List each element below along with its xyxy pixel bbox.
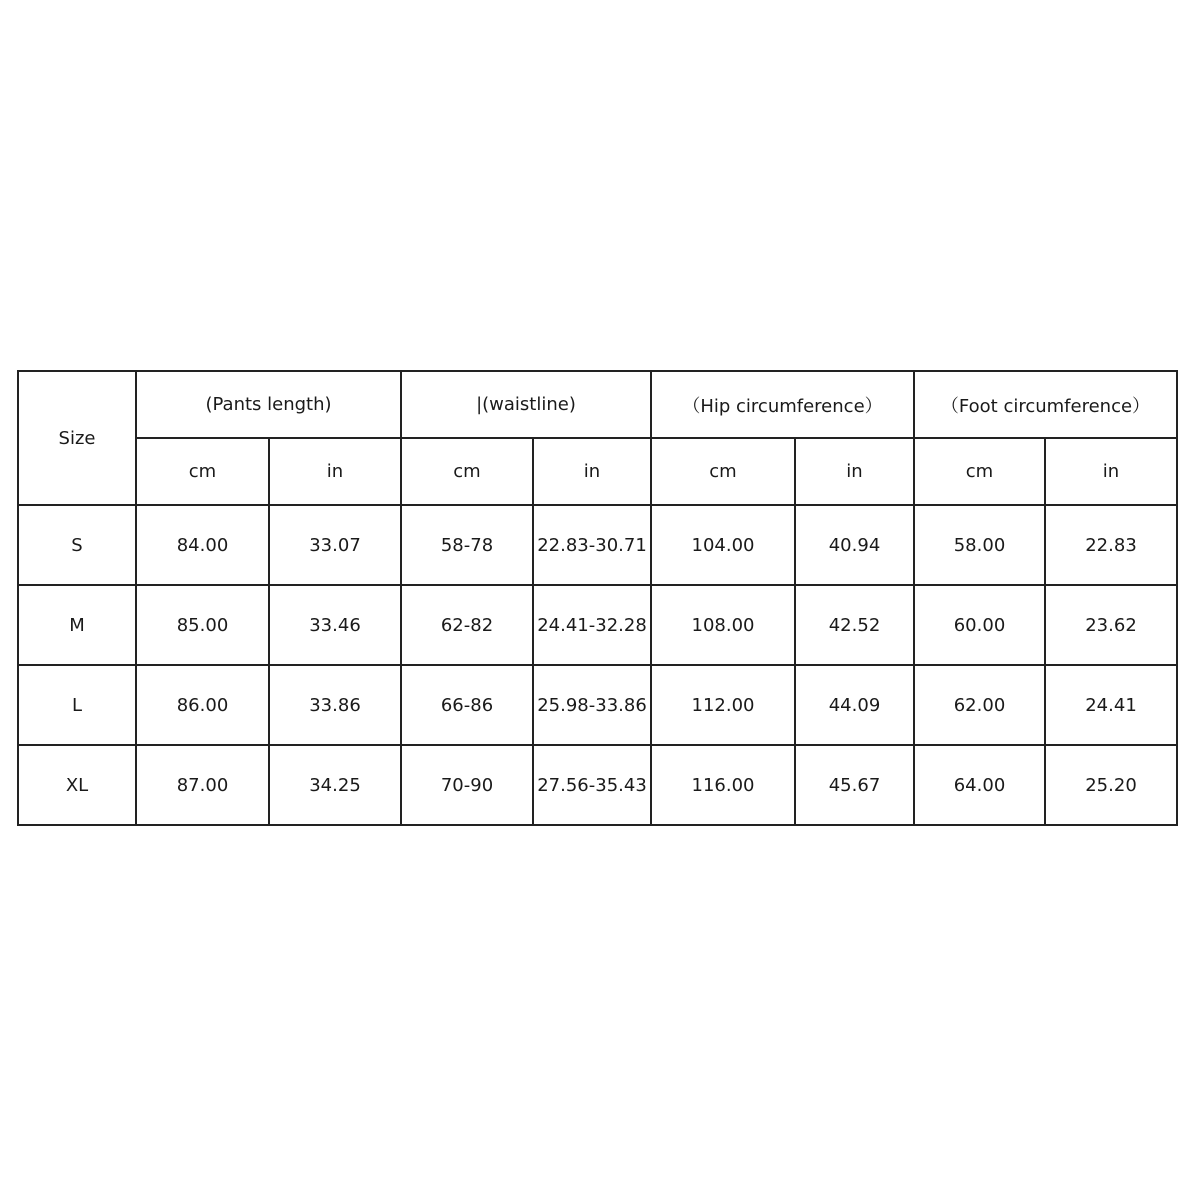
unit-header: in: [269, 438, 401, 505]
table-cell: 58-78: [401, 505, 533, 585]
group-header-row: [18, 371, 1177, 438]
table-cell: 60.00: [914, 585, 1045, 665]
table-cell: 108.00: [651, 585, 795, 665]
unit-header: in: [795, 438, 914, 505]
table-cell: 116.00: [651, 745, 795, 825]
table-cell: 64.00: [914, 745, 1045, 825]
table-row: [18, 745, 1177, 825]
size-cell: L: [18, 665, 136, 745]
table-cell: 27.56-35.43: [533, 745, 651, 825]
table-cell: 70-90: [401, 745, 533, 825]
size-cell: S: [18, 505, 136, 585]
table-cell: 66-86: [401, 665, 533, 745]
unit-header-row: [18, 438, 1177, 505]
table-cell: 40.94: [795, 505, 914, 585]
size-cell: M: [18, 585, 136, 665]
table-cell: 45.67: [795, 745, 914, 825]
table-cell: 62-82: [401, 585, 533, 665]
unit-header: cm: [136, 438, 269, 505]
table-cell: 84.00: [136, 505, 269, 585]
table-cell: 86.00: [136, 665, 269, 745]
table-cell: 34.25: [269, 745, 401, 825]
table-cell: 42.52: [795, 585, 914, 665]
unit-header: in: [533, 438, 651, 505]
table-cell: 104.00: [651, 505, 795, 585]
table-cell: 33.46: [269, 585, 401, 665]
size-cell: XL: [18, 745, 136, 825]
size-chart-table: [17, 370, 1178, 826]
foot-circumference-header: （Foot circumference）: [914, 371, 1177, 438]
table-cell: 112.00: [651, 665, 795, 745]
table-cell: 23.62: [1045, 585, 1177, 665]
table-cell: 33.07: [269, 505, 401, 585]
table-row: [18, 665, 1177, 745]
table-cell: 87.00: [136, 745, 269, 825]
unit-header: cm: [914, 438, 1045, 505]
table-cell: 22.83: [1045, 505, 1177, 585]
table-cell: 85.00: [136, 585, 269, 665]
table-cell: 22.83-30.71: [533, 505, 651, 585]
waistline-header: |(waistline): [401, 371, 651, 438]
table-cell: 58.00: [914, 505, 1045, 585]
size-header: Size: [18, 371, 136, 505]
table-cell: 44.09: [795, 665, 914, 745]
unit-header: cm: [401, 438, 533, 505]
pants-length-header: (Pants length): [136, 371, 401, 438]
table-cell: 62.00: [914, 665, 1045, 745]
hip-circumference-header: （Hip circumference）: [651, 371, 914, 438]
table-cell: 33.86: [269, 665, 401, 745]
table-cell: 25.20: [1045, 745, 1177, 825]
table-row: [18, 585, 1177, 665]
unit-header: cm: [651, 438, 795, 505]
table-row: [18, 505, 1177, 585]
table-cell: 25.98-33.86: [533, 665, 651, 745]
unit-header: in: [1045, 438, 1177, 505]
table-cell: 24.41: [1045, 665, 1177, 745]
table-cell: 24.41-32.28: [533, 585, 651, 665]
